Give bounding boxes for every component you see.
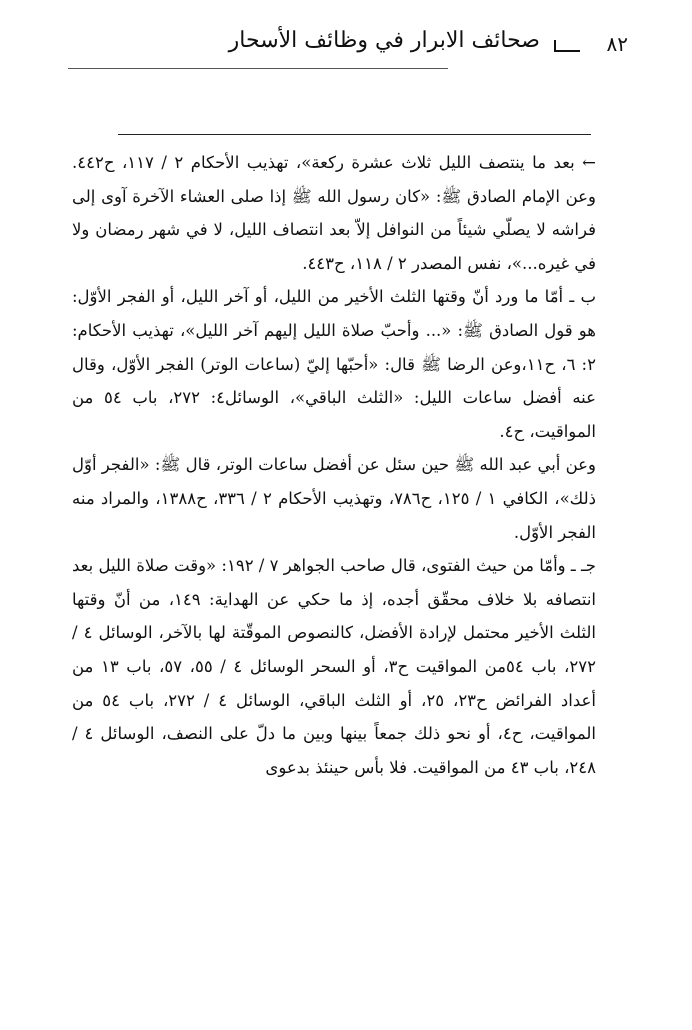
footnote-paragraph: جـ ـ وأمّا من حيث الفتوى، قال صاحب الجواهر ٧ / ١٩٢: «وقت صلاة الليل بعد انتصافه بلا خلاف محقّق أجده، إذ ما حكي عن الهداية: ١٤٩، من أنّ وقتها الثلث الأخير محتمل لإرادة الأفضل، كالنصوص الموقّتة لها بالآخر، الوسائل ٤ / ٢٧٢، باب ٥٤من المواقيت ح٣، أو السحر الوسائل ٤ / ٥٥، ٥٧، باب ١٣ من أعداد الفرائض ح٢٣، ٢٥، أو الثلث الباقي، الوسائل ٤ / ٢٧٢، باب ٥٤ من المواقيت، ح٤، أو نحو ذلك جمعاً بينها وبين ما دلّ على النصف، الوسائل ٤ / ٢٤٨، باب ٤٣ من المواقيت. فلا بأس حينئذ بدعوى — [72, 556, 596, 777]
footnote-body — [72, 146, 596, 784]
page-number: ٨٢ — [606, 32, 628, 56]
footnote-paragraph: وعن أبي عبد الله ﷺ حين سئل عن أفضل ساعات الوتر، قال ﷺ: «الفجر أوّل ذلك»، الكافي ١ / ١٢٥، ح٧٨٦، وتهذيب الأحكام ٢ / ٣٣٦، ح١٣٨٨، والمراد منه الفجر الأوّل. — [72, 455, 596, 542]
header-rule — [68, 68, 448, 69]
running-header — [68, 22, 628, 70]
running-title: صحائف الابرار في وظائف الأسحار — [228, 28, 540, 53]
footnote-paragraph: ← بعد ما ينتصف الليل ثلاث عشرة ركعة»، تهذيب الأحكام ٢ / ١١٧، ح٤٤٢. وعن الإمام الصادق ﷺ: «كان رسول الله ﷺ إذا صلى العشاء الآخرة آوى إلى فراشه لا يصلّي شيئاً من النوافل إلاّ بعد انتصاف الليل، لا في شهر رمضان ولا في غيره...»، نفس المصدر ٢ / ١١٨، ح٤٤٣. — [72, 153, 596, 273]
header-ornament-bar — [554, 50, 580, 52]
footnote-paragraph: ب ـ أمّا ما ورد أنّ وقتها الثلث الأخير من الليل، أو آخر الليل، أو الفجر الأوّل: هو قول الصادق ﷺ: «... وأحبّ صلاة الليل إليهم آخر الليل»، تهذيب الأحكام: ٢: ٦، ح١١،وعن الرضا ﷺ قال: «أحبّها إليّ (ساعات الوتر) الفجر الأوّل، وقال عنه أفضل ساعات الليل: «الثلث الباقي»، الوسائل٤: ٢٧٢، باب ٥٤ من المواقيت، ح٤. — [72, 287, 596, 441]
footnote-separator — [118, 134, 591, 135]
